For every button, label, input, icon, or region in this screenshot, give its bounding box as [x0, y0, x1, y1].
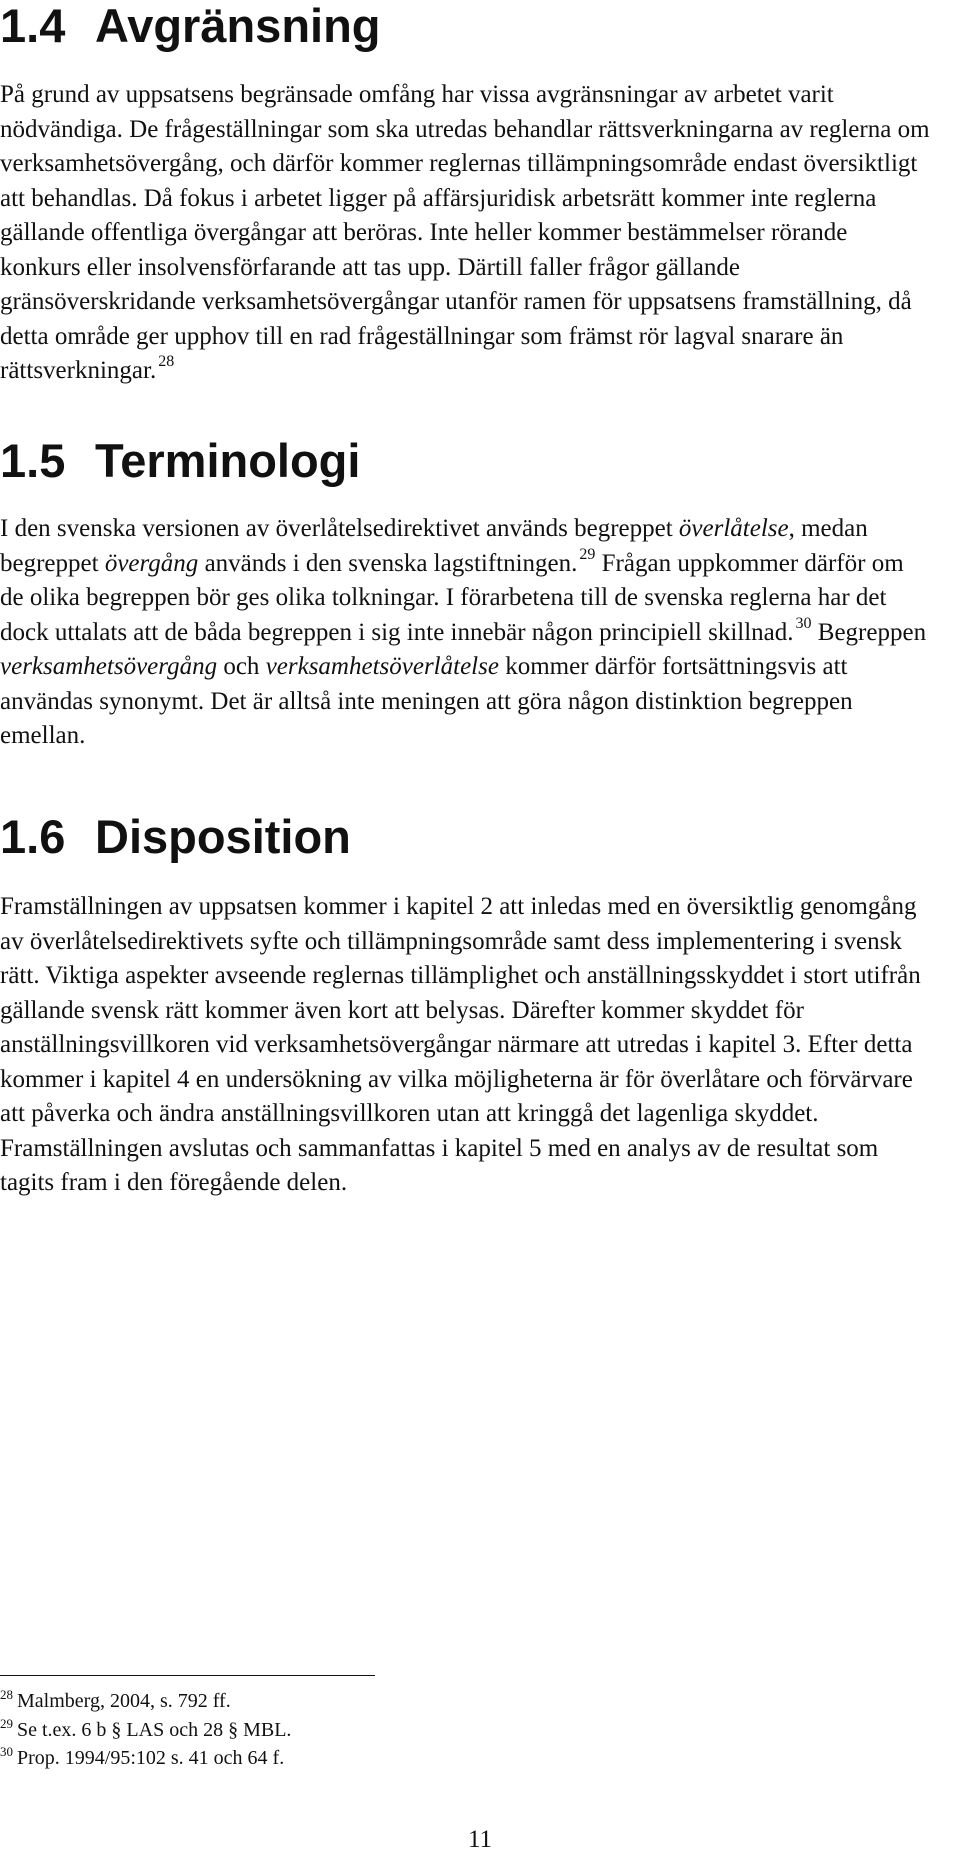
italic-term: övergång — [104, 549, 199, 577]
paragraph-text: och — [217, 653, 266, 680]
footnote-number: 29 — [0, 1716, 13, 1731]
footnote-divider — [0, 1675, 375, 1676]
footnote-ref-29[interactable]: 29 — [579, 545, 596, 563]
footnote-ref-30[interactable]: 30 — [795, 614, 812, 632]
paragraph-text: På grund av uppsatsens begränsade omfång har vissa avgränsningar av arbetet varit nödvändiga. De frågeställningar som ska utredas behandlar rättsverkningarna av reglerna om verksamhetsövergång, och därför kommer reglernas tillämpningsområde endast översiktligt att behandlas. Då fokus i arbetet ligger på affärsjuridisk arbetsrätt kommer inte reglerna gällande offentliga övergångar att beröras. Inte heller kommer bestämmelser rörande konkurs eller insolvensförfarande att tas upp. Därtill faller frågor gällande gränsöverskridande verksamhetsövergångar utanför ramen för uppsatsens framställning, då detta område ger upphov till en rad frågeställningar som främst rör lagval snarare än rättsverkningar. — [0, 81, 930, 384]
section-title: Terminologi — [95, 434, 361, 487]
footnote-28 — [0, 1689, 231, 1713]
paragraph-text: I den svenska versionen av överlåtelsedirektivet används begreppet — [0, 515, 679, 542]
italic-term: verksamhetsöverlåtelse — [265, 653, 499, 680]
footnote-number: 28 — [0, 1687, 13, 1702]
section-number: 1.4 — [0, 0, 66, 52]
paragraph-text: kommer därför fortsättningsvis att användas synonymt. Det är alltså inte meningen att göra någon distinktion begreppen emellan. — [0, 653, 853, 749]
footnote-text: Malmberg, 2004, s. 792 ff. — [17, 1690, 231, 1712]
paragraph-text: , medan begreppet — [0, 515, 868, 577]
section-heading-terminologi — [0, 434, 361, 487]
italic-term: överlåtelse — [678, 515, 789, 542]
paragraph-avgransning — [0, 78, 930, 389]
footnote-29 — [0, 1718, 291, 1742]
section-title: Disposition — [95, 810, 351, 863]
paragraph-text: Begreppen — [811, 618, 927, 646]
italic-term: verksamhetsövergång — [0, 653, 218, 680]
section-number: 1.5 — [0, 434, 66, 487]
footnote-ref-28[interactable]: 28 — [158, 353, 175, 370]
footnote-30 — [0, 1746, 284, 1770]
section-number: 1.6 — [0, 810, 66, 863]
paragraph-text: används i den svenska lagstiftningen. — [198, 549, 578, 577]
paragraph-text: Frågan uppkommer därför om de olika begreppen bör ges olika tolkningar. I förarbetena till de svenska reglerna har det dock uttalats att de båda begreppen i sig inte innebär någon principiell skillnad. — [0, 549, 904, 646]
footnote-text: Se t.ex. 6 b § LAS och 28 § MBL. — [17, 1719, 292, 1741]
section-heading-disposition — [0, 810, 351, 863]
section-title: Avgränsning — [95, 0, 381, 52]
paragraph-text: Framställningen av uppsatsen kommer i kapitel 2 att inledas med en översiktlig genomgång av överlåtelsedirektivets syfte och tillämpningsområde samt dess implementering i svensk rätt. Viktiga aspekter avseende reglernas tillämplighet och anställningsskyddet i stort utifrån gällande svensk rätt kommer även kort att belysas. Därefter kommer skyddet för anställningsvillkoren vid verksamhetsövergångar närmare att utredas i kapitel 3. Efter detta kommer i kapitel 4 en undersökning av vilka möjligheterna är för överlåtare och förvärvare att påverka och ändra anställningsvillkoren utan att kringgå det lagenliga skyddet. Framställningen avslutas och sammanfattas i kapitel 5 med en analys av de resultat som tagits fram i den föregående delen. — [0, 893, 921, 1196]
footnote-text: Prop. 1994/95:102 s. 41 och 64 f. — [17, 1747, 285, 1769]
paragraph-terminologi — [0, 512, 930, 754]
section-heading-avgransning — [0, 0, 381, 52]
paragraph-disposition — [0, 890, 930, 1201]
page-number: 11 — [467, 1826, 493, 1853]
footnote-number: 30 — [0, 1744, 13, 1759]
